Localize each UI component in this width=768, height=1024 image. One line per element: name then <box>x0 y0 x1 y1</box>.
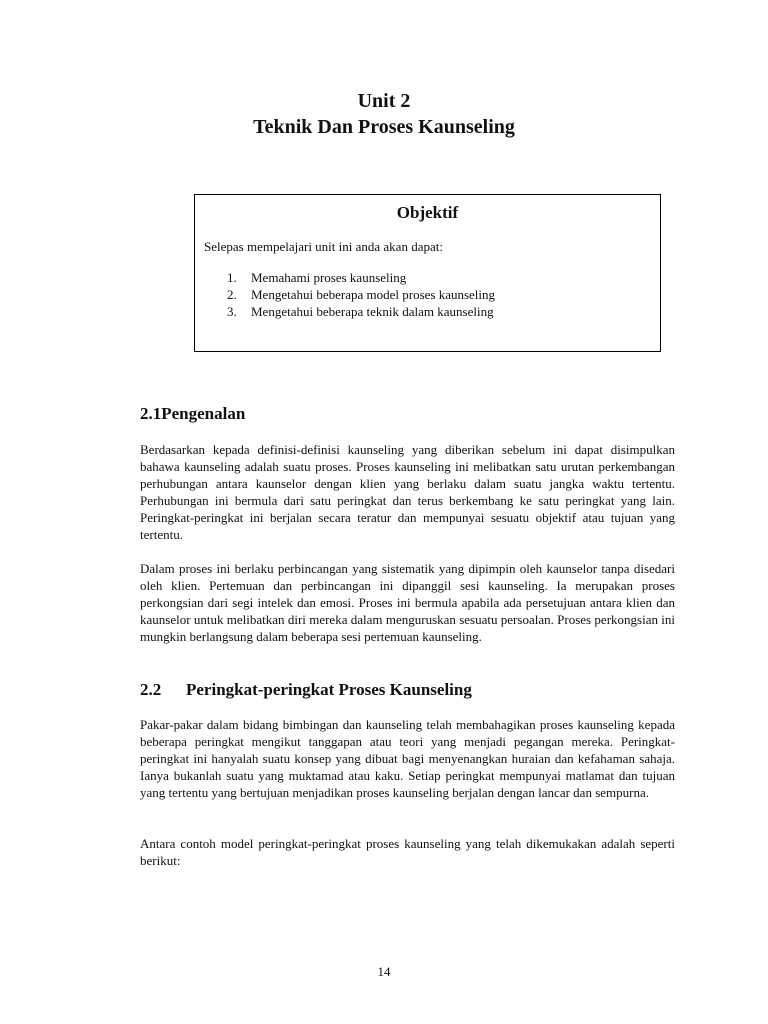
section-number: 2.1 <box>140 404 162 423</box>
objective-item <box>227 286 660 303</box>
objective-heading: Objektif <box>396 203 459 222</box>
objective-list <box>195 269 660 320</box>
objective-intro: Selepas mempelajari unit ini anda akan dapat: <box>204 239 443 254</box>
objective-item-text: Memahami proses kaunseling <box>251 270 407 285</box>
unit-label: Unit 2 <box>357 90 411 112</box>
section-heading-pengenalan <box>140 404 245 424</box>
paragraph: Pakar-pakar dalam bidang bimbingan dan kaunseling telah membahagikan proses kaunseling kepada beberapa peringkat mengikut tanggapan atau teori yang menjadi pegangan mereka. Peringkat-peringkat ini hanyalah suatu konsep yang dibuat bagi menyenangkan huraian dan kefahaman sahaja. Ianya bukanlah suatu yang muktamad atau kaku. Setiap peringkat mempunyai matlamat dan tujuan yang tertentu yang bertujuan menjadikan proses kaunseling berjalan dengan lancar dan sempurna. <box>140 717 675 800</box>
objective-item <box>227 303 660 320</box>
paragraph: Berdasarkan kepada definisi-definisi kaunseling yang diberikan sebelum ini dapat disimpulkan bahawa kaunseling adalah suatu proses. Proses kaunseling ini melibatkan satu urutan perkembangan perhubungan antara kaunselor dengan klien yang berlaku dalam suatu jangka waktu tertentu. Perhubungan ini bermula dari satu peringkat dan terus berkembang ke satu peringkat yang lain. Peringkat-peringkat ini berjalan secara teratur dan mempunyai sesuatu objektif atau tujuan yang tertentu. <box>140 442 675 542</box>
section-title: Pengenalan <box>161 404 246 423</box>
objective-item-number: 1. <box>227 270 237 285</box>
paragraph: Antara contoh model peringkat-peringkat proses kaunseling yang telah dikemukakan adalah seperti berikut: <box>140 836 675 868</box>
objective-box <box>194 194 661 352</box>
paragraph: Dalam proses ini berlaku perbincangan yang sistematik yang dipimpin oleh kaunselor tanpa disedari oleh klien. Pertemuan dan perbincangan ini dipanggil sesi kaunseling. Ia merupakan proses perkongsian dari segi intelek dan emosi. Proses ini bermula apabila ada persetujuan antara klien dan kaunselor untuk melibatkan diri mereka dalam menguruskan sesuatu persoalan. Proses perkongsian ini mungkin berlangsung dalam beberapa sesi pertemuan kaunseling. <box>140 561 675 644</box>
objective-item <box>227 269 660 286</box>
section-title: Peringkat-peringkat Proses Kaunseling <box>186 680 472 699</box>
objective-item-text: Mengetahui beberapa model proses kaunseling <box>251 287 496 302</box>
page-number: 14 <box>377 964 391 979</box>
section-heading-peringkat <box>140 680 472 700</box>
page-header <box>0 88 768 140</box>
objective-item-text: Mengetahui beberapa teknik dalam kaunseling <box>251 304 494 319</box>
objective-item-number: 2. <box>227 287 237 302</box>
unit-title: Teknik Dan Proses Kaunseling <box>253 116 515 138</box>
section-number: 2.2 <box>140 680 162 699</box>
objective-item-number: 3. <box>227 304 237 319</box>
